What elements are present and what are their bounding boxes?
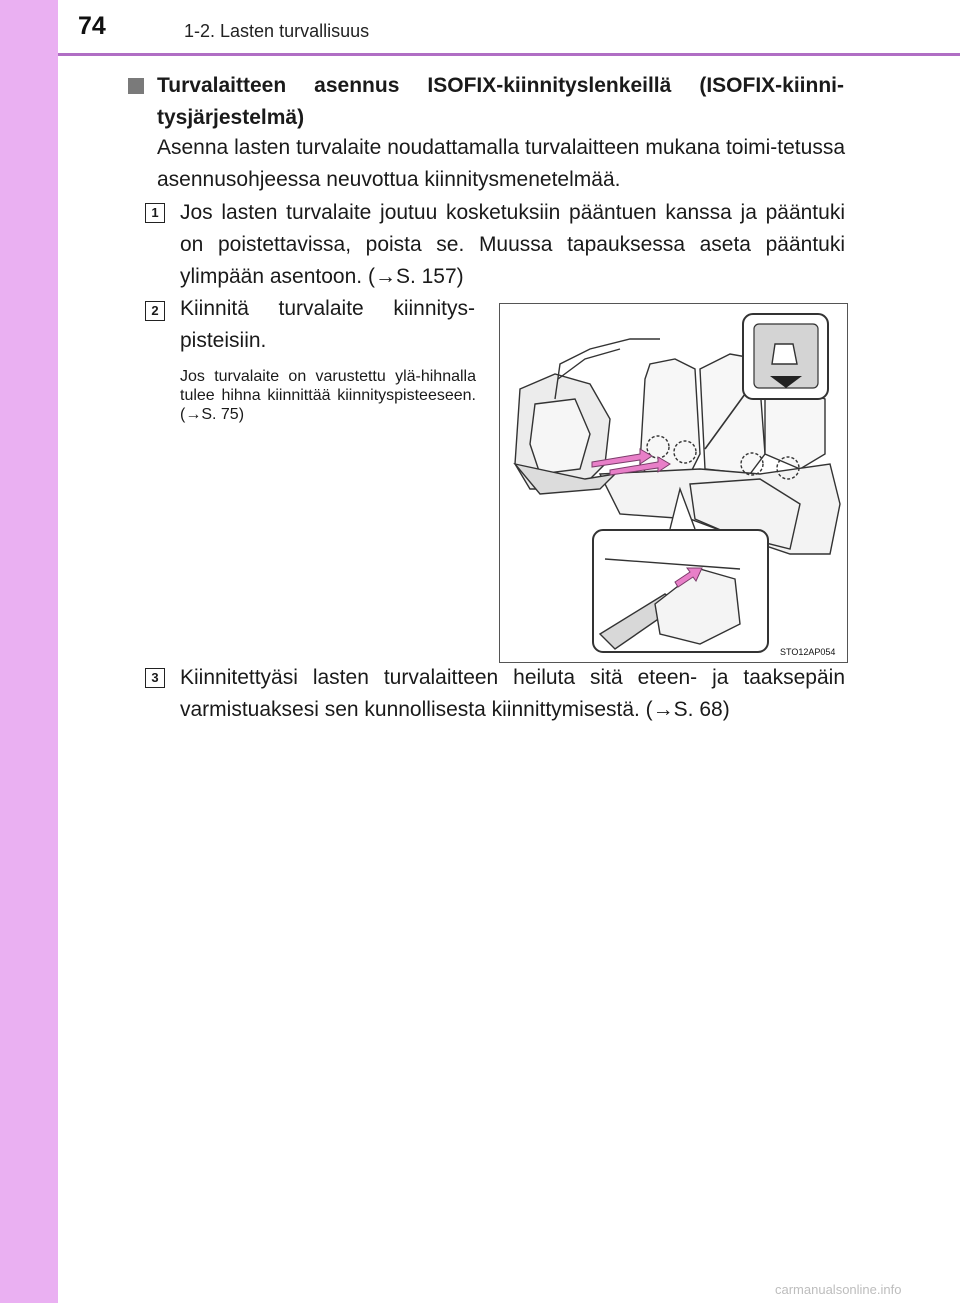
sidebar-tab: [0, 0, 58, 1303]
step-2-number: 2: [145, 301, 165, 321]
chapter-title: 1-2. Lasten turvallisuus: [184, 21, 370, 41]
step-2-text: Kiinnitä turvalaite kiinnitys-pisteisiin.: [180, 297, 475, 352]
intro-paragraph: Asenna lasten turvalaite noudattamalla turvalaitteen mukana toimi-tetussa asennusohjeessa neuvottua kiinnitysmenetelmää.: [157, 136, 845, 191]
isofix-illustration: [500, 304, 847, 662]
step-2-note: Jos turvalaite on varustettu ylä-hihnalla tulee hihna kiinnittää kiinnityspisteeseen. (→S. 75): [180, 368, 476, 423]
section-heading-text: Turvalaitteen asennus ISOFIX-kiinnityslenkeillä (ISOFIX-kiinni-tysjärjestelmä): [157, 74, 844, 129]
figure-code: STO12AP054: [780, 647, 836, 657]
isofix-installation-figure: [499, 303, 848, 663]
step-1-number: 1: [145, 203, 165, 223]
watermark: carmanualsonline.info: [775, 1282, 902, 1297]
step-1-text: Jos lasten turvalaite joutuu kosketuksiin pääntuen kanssa ja pääntuki on poistettavissa, poista se. Muussa tapauksessa aseta pääntuki ylimpään asentoon. (→S. 157): [180, 201, 845, 288]
section-heading: [128, 70, 844, 134]
step-3-number: 3: [145, 668, 165, 688]
page-number: 74: [78, 12, 106, 40]
square-bullet-icon: [128, 78, 144, 94]
step-3-text: Kiinnitettyäsi lasten turvalaitteen heiluta sitä eteen- ja taaksepäin varmistuaksesi sen kunnollisesta kiinnittymisestä. (→S. 68): [180, 666, 845, 721]
header-rule: [58, 53, 960, 56]
